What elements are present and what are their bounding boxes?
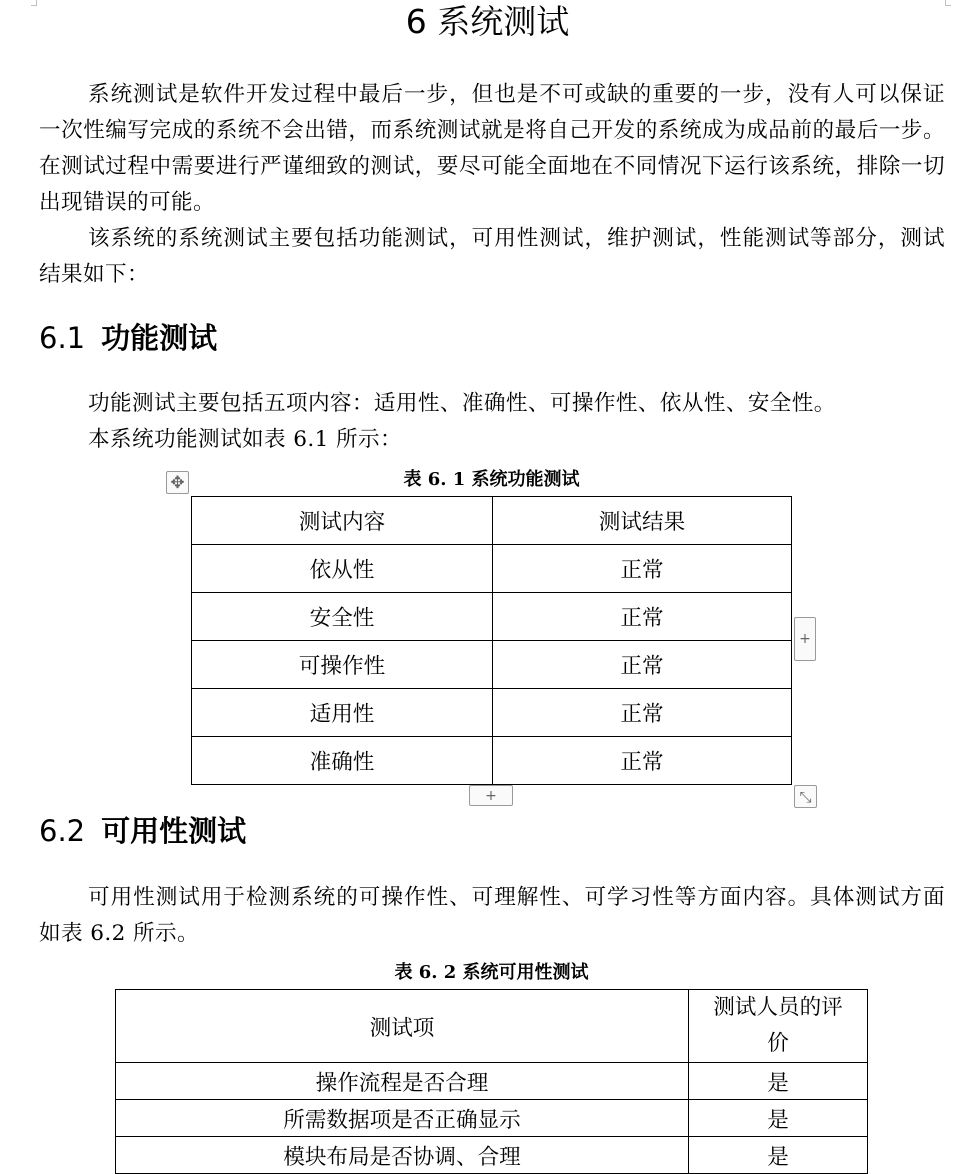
table-cell[interactable]: 操作流程是否合理 (116, 1063, 689, 1100)
chapter-title: 6 系统测试 (405, 2, 570, 41)
section-6-1-paragraph-2: 本系统功能测试如表 6.1 所示： (88, 427, 402, 452)
table-cell[interactable]: 正常 (493, 641, 792, 689)
table-cell[interactable]: 正常 (493, 545, 792, 593)
table-row (192, 545, 792, 593)
table-cell[interactable]: 适用性 (192, 689, 493, 737)
table-6-1 (191, 496, 792, 785)
section-title: 功能测试 (101, 321, 218, 355)
table-row (116, 1137, 868, 1174)
section-6-2-paragraph-1: 可用性测试用于检测系统的可操作性、可理解性、可学习性等方面内容。具体测试方面如表 6.2 所示。 (39, 885, 945, 946)
table-cell[interactable]: 正常 (493, 737, 792, 785)
table-cell[interactable]: 安全性 (192, 593, 493, 641)
table-row (192, 689, 792, 737)
table-row (116, 1063, 868, 1100)
table-resize-handle-icon[interactable]: ⤡ (794, 785, 817, 808)
table-6-1-caption: 表 6. 1 系统功能测试 (403, 469, 580, 490)
table-cell[interactable]: 依从性 (192, 545, 493, 593)
table-header-cell[interactable]: 测试项 (116, 990, 689, 1063)
table-header-row (116, 990, 868, 1063)
intro-paragraph-1: 系统测试是软件开发过程中最后一步，但也是不可或缺的重要的一步，没有人可以保证一次性编写完成的系统不会出错，而系统测试就是将自己开发的系统成为成品前的最后一步。在测试过程中需要进行严谨细致的测试，要尽可能全面地在不同情况下运行该系统，排除一切出现错误的可能。 (39, 82, 945, 215)
table-cell[interactable]: 是 (689, 1063, 868, 1100)
section-6-2-heading (39, 811, 246, 851)
table-header-row (192, 497, 792, 545)
intro-paragraph-2: 该系统的系统测试主要包括功能测试，可用性测试，维护测试，性能测试等部分，测试结果如下： (39, 226, 945, 287)
table-cell[interactable]: 是 (689, 1100, 868, 1137)
section-number: 6.2 (39, 814, 86, 848)
section-6-1-paragraph-1: 功能测试主要包括五项内容：适用性、准确性、可操作性、依从性、安全性。 (88, 391, 836, 416)
table-move-handle-icon[interactable]: ✥ (166, 471, 189, 494)
table-cell[interactable]: 正常 (493, 593, 792, 641)
section-6-1-heading (39, 318, 217, 358)
table-6-2-caption: 表 6. 2 系统可用性测试 (394, 962, 589, 983)
table-header-cell[interactable]: 测试结果 (493, 497, 792, 545)
table-row (192, 641, 792, 689)
section-title: 可用性测试 (101, 814, 247, 848)
table-cell[interactable]: 正常 (493, 689, 792, 737)
table-row (192, 737, 792, 785)
section-number: 6.1 (39, 321, 86, 355)
table-cell[interactable]: 是 (689, 1137, 868, 1174)
table-cell[interactable]: 所需数据项是否正确显示 (116, 1100, 689, 1137)
table-row (116, 1100, 868, 1137)
table-header-cell[interactable]: 测试人员的评价 (689, 990, 868, 1063)
add-row-plus-icon[interactable]: + (469, 785, 513, 806)
add-column-plus-icon[interactable]: + (794, 617, 816, 661)
table-header-cell[interactable]: 测试内容 (192, 497, 493, 545)
table-6-2 (115, 989, 868, 1174)
table-cell[interactable]: 准确性 (192, 737, 493, 785)
table-cell[interactable]: 模块布局是否协调、合理 (116, 1137, 689, 1174)
table-row (192, 593, 792, 641)
table-cell[interactable]: 可操作性 (192, 641, 493, 689)
